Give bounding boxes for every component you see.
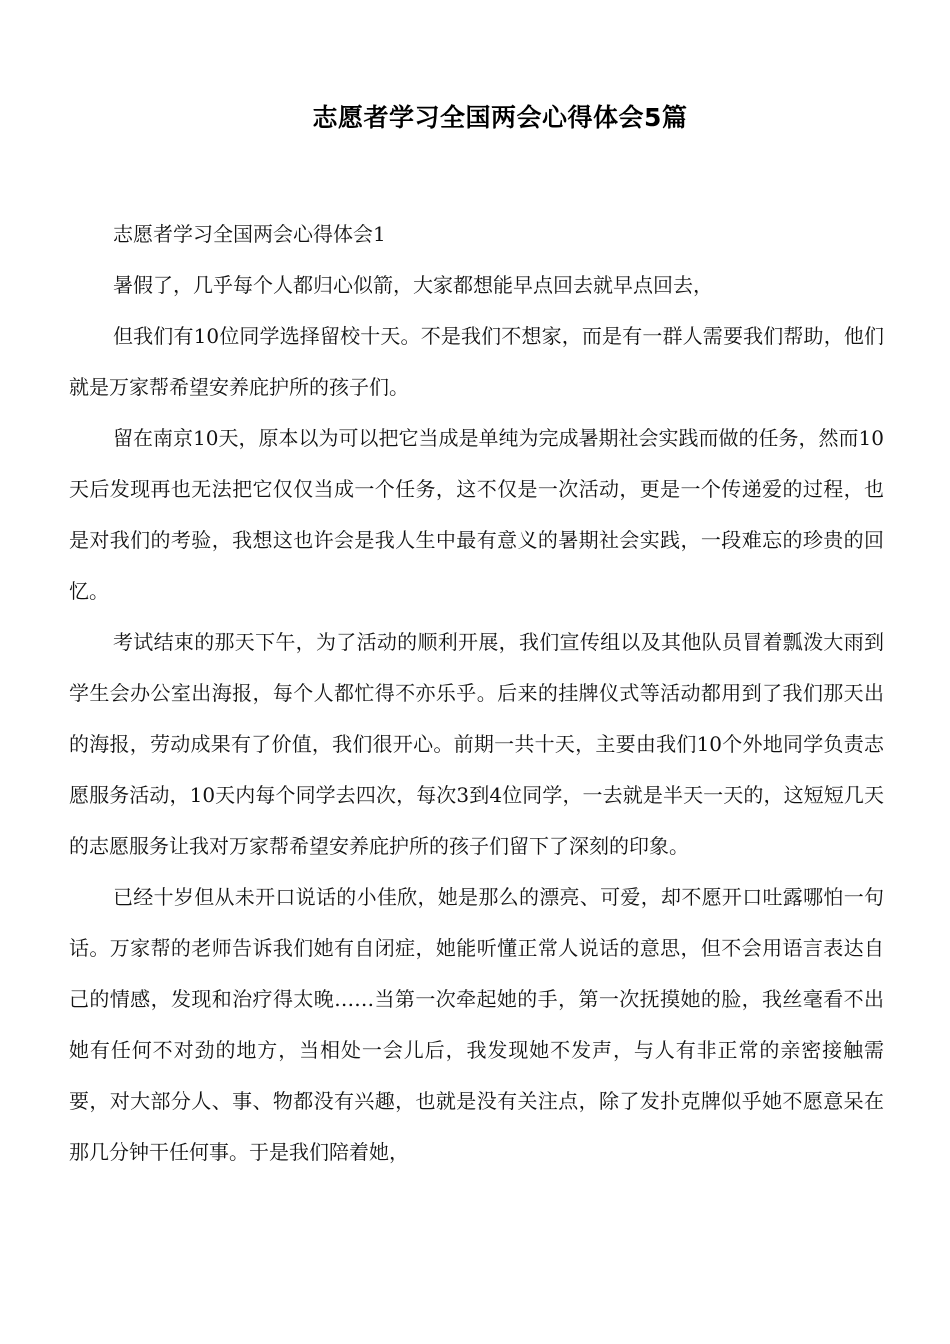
paragraph: 暑假了，几乎每个人都归心似箭，大家都想能早点回去就早点回去， [113,273,713,297]
document-title: 志愿者学习全国两会心得体会5篇 [312,103,688,132]
paragraph: 已经十岁但从未开口说话的小佳欣，她是那么的漂亮、可爱，却不愿开口吐露哪怕一句话。万家帮的老师告诉我们她有自闭症，她能听懂正常人说话的意思，但不会用语言表达自己的情感，发现和治疗得太晚……当第一次牵起她的手，第一次抚摸她的脸，我丝毫看不出她有任何不对劲的地方，当相处一会儿后，我发现她不发声，与人有非正常的亲密接触需要，对大部分人、事、物都没有兴趣，也就是没有关注点，除了发扑克牌似乎她不愿意呆在那几分钟干任何事。于是我们陪着她， [69,885,884,1164]
paragraph: 考试结束的那天下午，为了活动的顺利开展，我们宣传组以及其他队员冒着瓢泼大雨到学生会办公室出海报，每个人都忙得不亦乐乎。后来的挂牌仪式等活动都用到了我们那天出的海报，劳动成果有了价值，我们很开心。前期一共十天，主要由我们10个外地同学负责志愿服务活动，10天内每个同学去四次，每次3到4位同学，一去就是半天一天的，这短短几天的志愿服务让我对万家帮希望安养庇护所的孩子们留下了深刻的印象。 [69,630,884,858]
section-heading: 志愿者学习全国两会心得体会1 [113,222,386,246]
document-body [69,209,884,1178]
paragraph: 留在南京10天，原本以为可以把它当成是单纯为完成暑期社会实践而做的任务，然而10天后发现再也无法把它仅仅当成一个任务，这不仅是一次活动，更是一个传递爱的过程，也是对我们的考验，我想这也许会是我人生中最有意义的暑期社会实践，一段难忘的珍贵的回忆。 [69,426,884,603]
paragraph: 但我们有10位同学选择留校十天。不是我们不想家，而是有一群人需要我们帮助，他们就是万家帮希望安养庇护所的孩子们。 [69,324,884,399]
